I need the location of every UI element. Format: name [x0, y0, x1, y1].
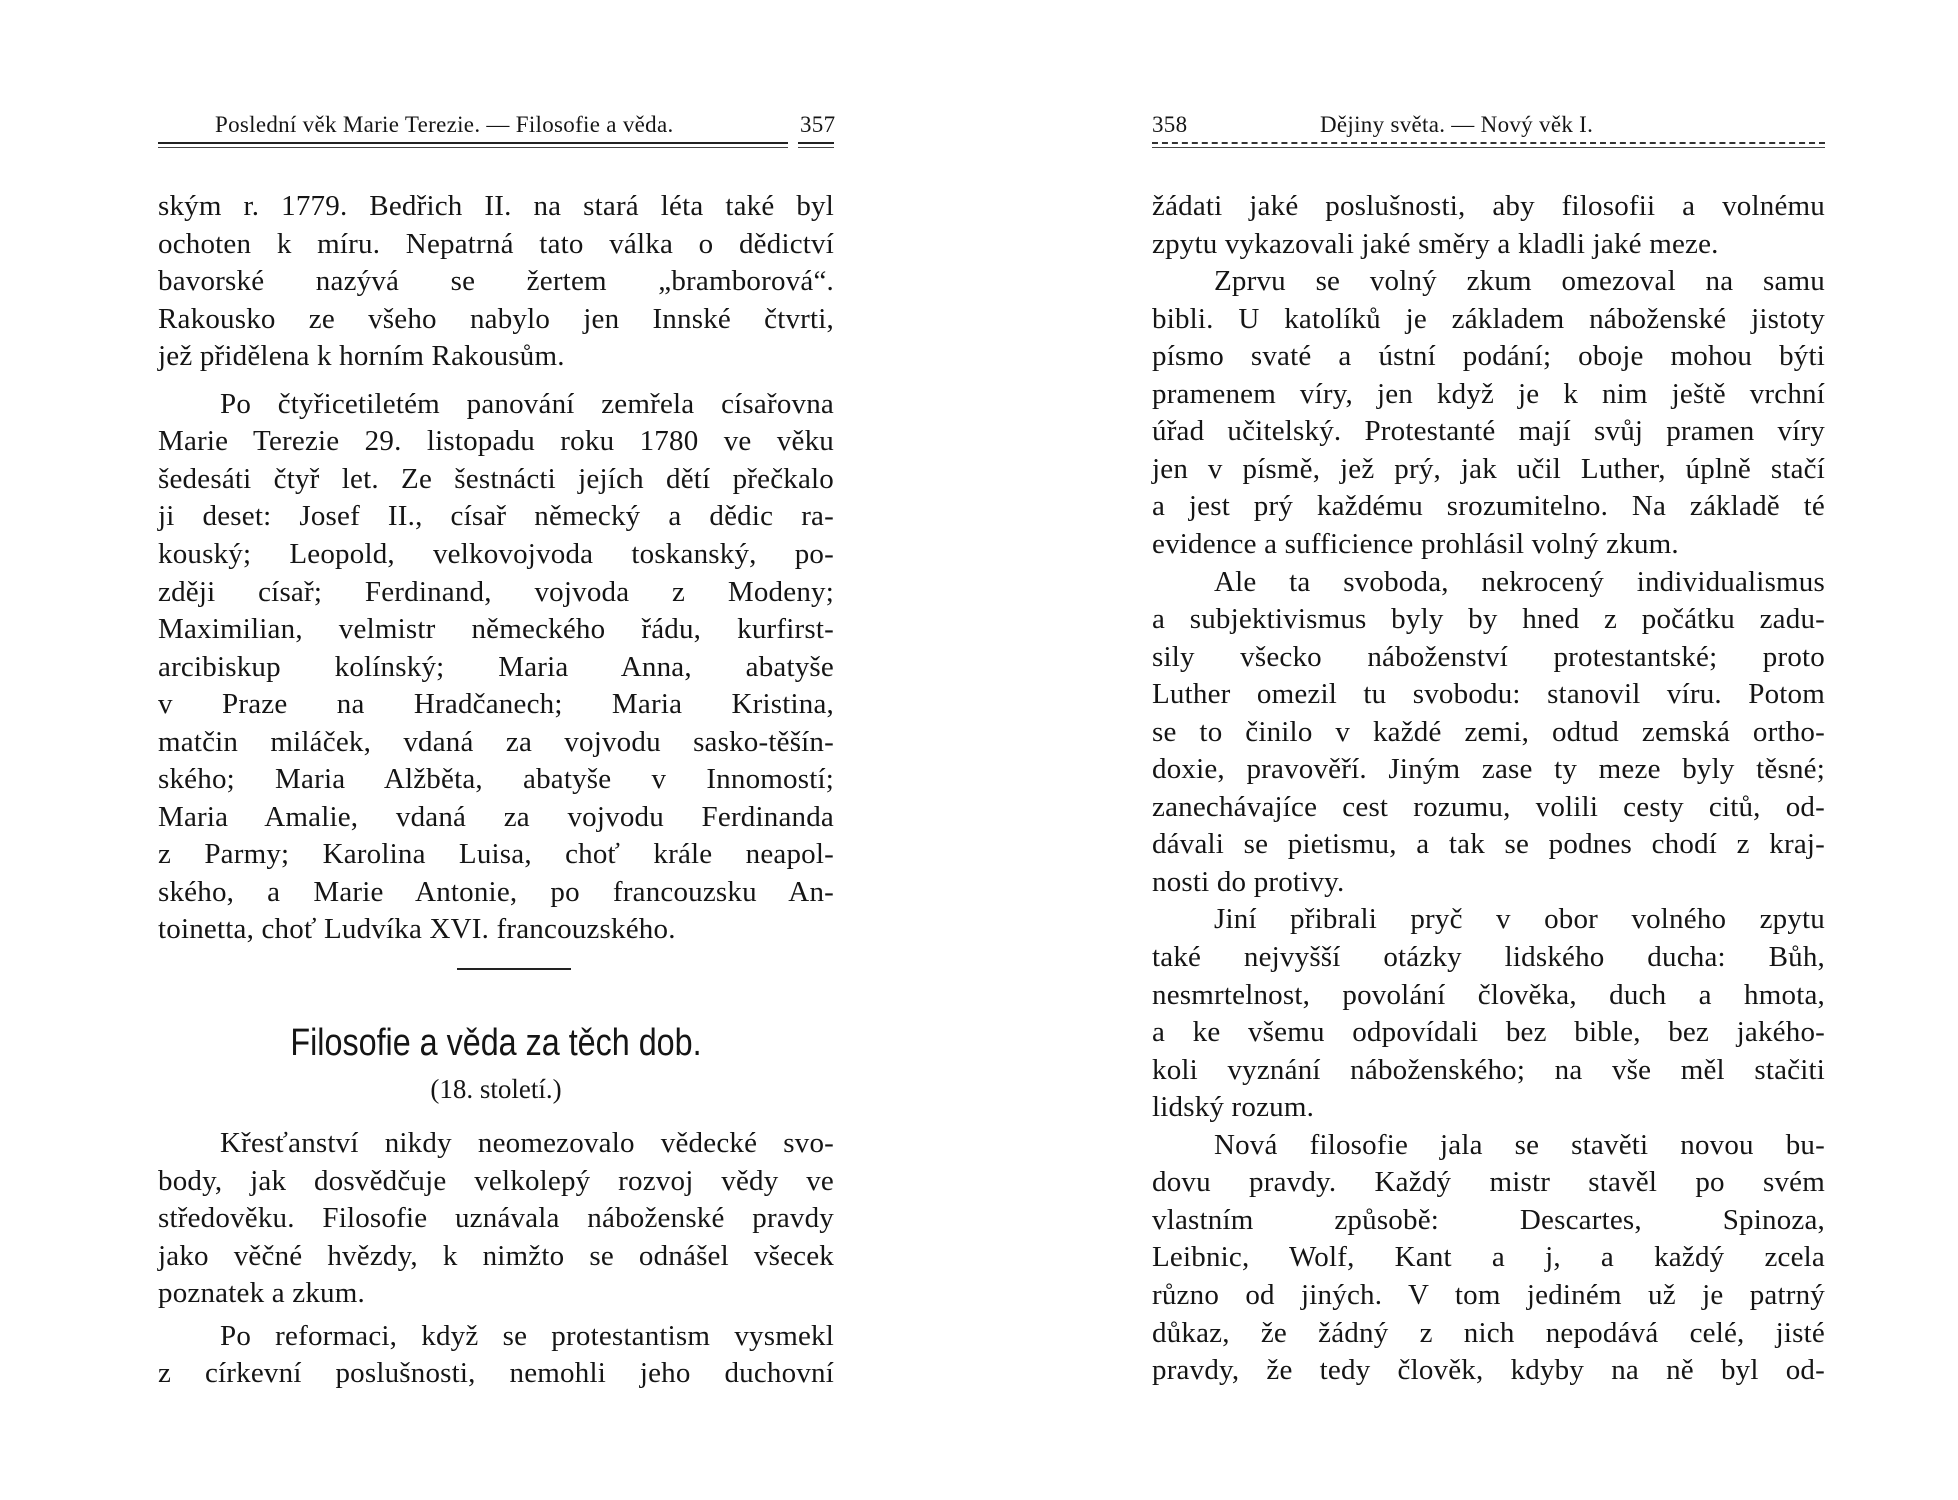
text-line: Marie Terezie 29. listopadu roku 1780 ve věku — [158, 425, 834, 458]
text-line: Rakousko ze všeho nabylo jen Innské čtvrti, — [158, 302, 834, 335]
section-divider — [457, 968, 571, 970]
text-line: a jest prý každému srozumitelno. Na základě té — [1152, 490, 1825, 523]
text-line: ského, a Marie Antonie, po francouzsku An- — [158, 875, 834, 908]
running-head: Dějiny světa. — Nový věk I. — [1320, 112, 1594, 137]
page-number: 358 — [1152, 112, 1188, 137]
text-line: sily všecko náboženství protestantské; proto — [1152, 640, 1825, 673]
header-rule — [1152, 142, 1825, 144]
text-line: dovu pravdy. Každý mistr stavěl po svém — [1152, 1166, 1825, 1199]
header-rule — [798, 147, 834, 148]
text-line: doxie, pravověří. Jiným zase ty meze byly těsné; — [1152, 753, 1825, 786]
text-line: jen v písmě, jež prý, jak učil Luther, úplně stačí — [1152, 452, 1825, 485]
text-line: středověku. Filosofie uznávala náboženské pravdy — [158, 1202, 834, 1235]
text-line: Ale ta svoboda, nekrocený individualismus — [1214, 565, 1825, 598]
text-line: toinetta, choť Ludvíka XVI. francouzského. — [158, 913, 676, 946]
text-line: ského; Maria Alžběta, abatyše v Innomostí; — [158, 763, 834, 796]
page-number: 357 — [800, 112, 836, 137]
text-line: a ke všemu odpovídali bez bible, bez jakého- — [1152, 1016, 1825, 1049]
text-line: matčin miláček, vdaná za vojvodu sasko-těšín- — [158, 725, 834, 758]
text-line: Po reformaci, když se protestantism vysmekl — [220, 1319, 834, 1352]
header-rule — [1152, 147, 1825, 148]
text-line: ji deset: Josef II., císař německý a dědic ra- — [158, 500, 834, 533]
text-line: ským r. 1779. Bedřich II. na stará léta také byl — [158, 190, 834, 222]
section-subtitle: (18. století.) — [430, 1074, 562, 1104]
text-line: dávali se pietismu, a tak se podnes chodí z kraj- — [1152, 828, 1825, 861]
text-line: nosti do protivy. — [1152, 865, 1345, 898]
text-line: se to činilo v každé zemi, odtud zemská ortho- — [1152, 715, 1825, 748]
text-line: bavorské nazývá se žertem „bramborová“. — [158, 265, 834, 298]
text-line: z Parmy; Karolina Luisa, choť krále neapol- — [158, 838, 834, 871]
text-line: poznatek a zkum. — [158, 1277, 365, 1310]
text-line: pravdy, že tedy člověk, kdyby na ně byl od- — [1152, 1354, 1825, 1387]
text-line: žádati jaké poslušnosti, aby filosofii a volnému — [1152, 190, 1825, 222]
header-rule — [798, 142, 834, 144]
text-line: důkaz, že žádný z nich nepodává celé, jisté — [1152, 1316, 1825, 1349]
text-line: Nová filosofie jala se stavěti novou bu- — [1214, 1128, 1825, 1161]
header-rule — [158, 142, 788, 144]
text-line: Maria Amalie, vdaná za vojvodu Ferdinanda — [158, 800, 834, 833]
text-line: zpytu vykazovali jaké směry a kladli jaké meze. — [1152, 227, 1719, 260]
text-line: Luther omezil tu svobodu: stanovil víru. Potom — [1152, 678, 1825, 711]
right-page — [979, 0, 1958, 1500]
text-line: zději císař; Ferdinand, vojvoda z Modeny; — [158, 575, 834, 608]
text-line: také nejvyšší otázky lidského ducha: Bůh, — [1152, 941, 1825, 973]
text-line: bibli. U katolíků je základem náboženské jistoty — [1152, 302, 1825, 335]
running-head: Poslední věk Marie Terezie. — Filosofie a věda. — [215, 112, 674, 137]
text-line: Maximilian, velmistr německého řádu, kurfirst- — [158, 613, 834, 646]
text-line: písmo svaté a ústní podání; oboje mohou býti — [1152, 340, 1825, 373]
text-line: Leibnic, Wolf, Kant a j, a každý zcela — [1152, 1241, 1825, 1274]
text-line: nesmrtelnost, povolání člověka, duch a hmota, — [1152, 978, 1825, 1011]
text-line: koli vyznání náboženského; na vše měl stačiti — [1152, 1053, 1825, 1086]
text-line: v Praze na Hradčanech; Maria Kristina, — [158, 688, 834, 721]
text-line: arcibiskup kolínský; Maria Anna, abatyše — [158, 650, 834, 683]
text-line: lidský rozum. — [1152, 1091, 1315, 1124]
text-line: a subjektivismus byly by hned z počátku zadu- — [1152, 603, 1825, 636]
header-rule — [158, 147, 788, 148]
text-line: z církevní poslušnosti, nemohli jeho duchovní — [158, 1357, 834, 1390]
text-line: úřad učitelský. Protestanté mají svůj pramen víry — [1152, 415, 1825, 448]
text-line: Jiní přibrali pryč v obor volného zpytu — [1214, 903, 1825, 936]
text-line: pramenem víry, jen když je k nim ještě vrchní — [1152, 377, 1825, 410]
text-line: body, jak dosvědčuje velkolepý rozvoj vědy ve — [158, 1164, 834, 1197]
text-line: Zprvu se volný zkum omezoval na samu — [1214, 265, 1825, 298]
text-line: vlastním způsobě: Descartes, Spinoza, — [1152, 1203, 1825, 1236]
text-line: zanechávajíce cest rozumu, volili cesty citů, od- — [1152, 790, 1825, 823]
text-line: jako věčné hvězdy, k nimžto se odnášel všecek — [158, 1239, 834, 1272]
text-line: šedesáti čtyř let. Ze šestnácti jejích dětí přečkalo — [158, 462, 834, 495]
text-line: Křesťanství nikdy neomezovalo vědecké svo- — [220, 1127, 834, 1159]
text-line: Po čtyřicetiletém panování zemřela císařovna — [220, 387, 834, 420]
text-line: ochoten k míru. Nepatrná tato válka o dědictví — [158, 227, 834, 260]
section-title: Filosofie a věda za těch dob. — [290, 1022, 702, 1064]
text-line: evidence a sufficience prohlásil volný zkum. — [1152, 527, 1679, 560]
text-line: různo od jiných. V tom jediném už je patrný — [1152, 1278, 1825, 1311]
text-line: kouský; Leopold, velkovojvoda toskanský, po- — [158, 537, 834, 570]
text-line: jež přidělena k horním Rakousům. — [158, 340, 565, 373]
